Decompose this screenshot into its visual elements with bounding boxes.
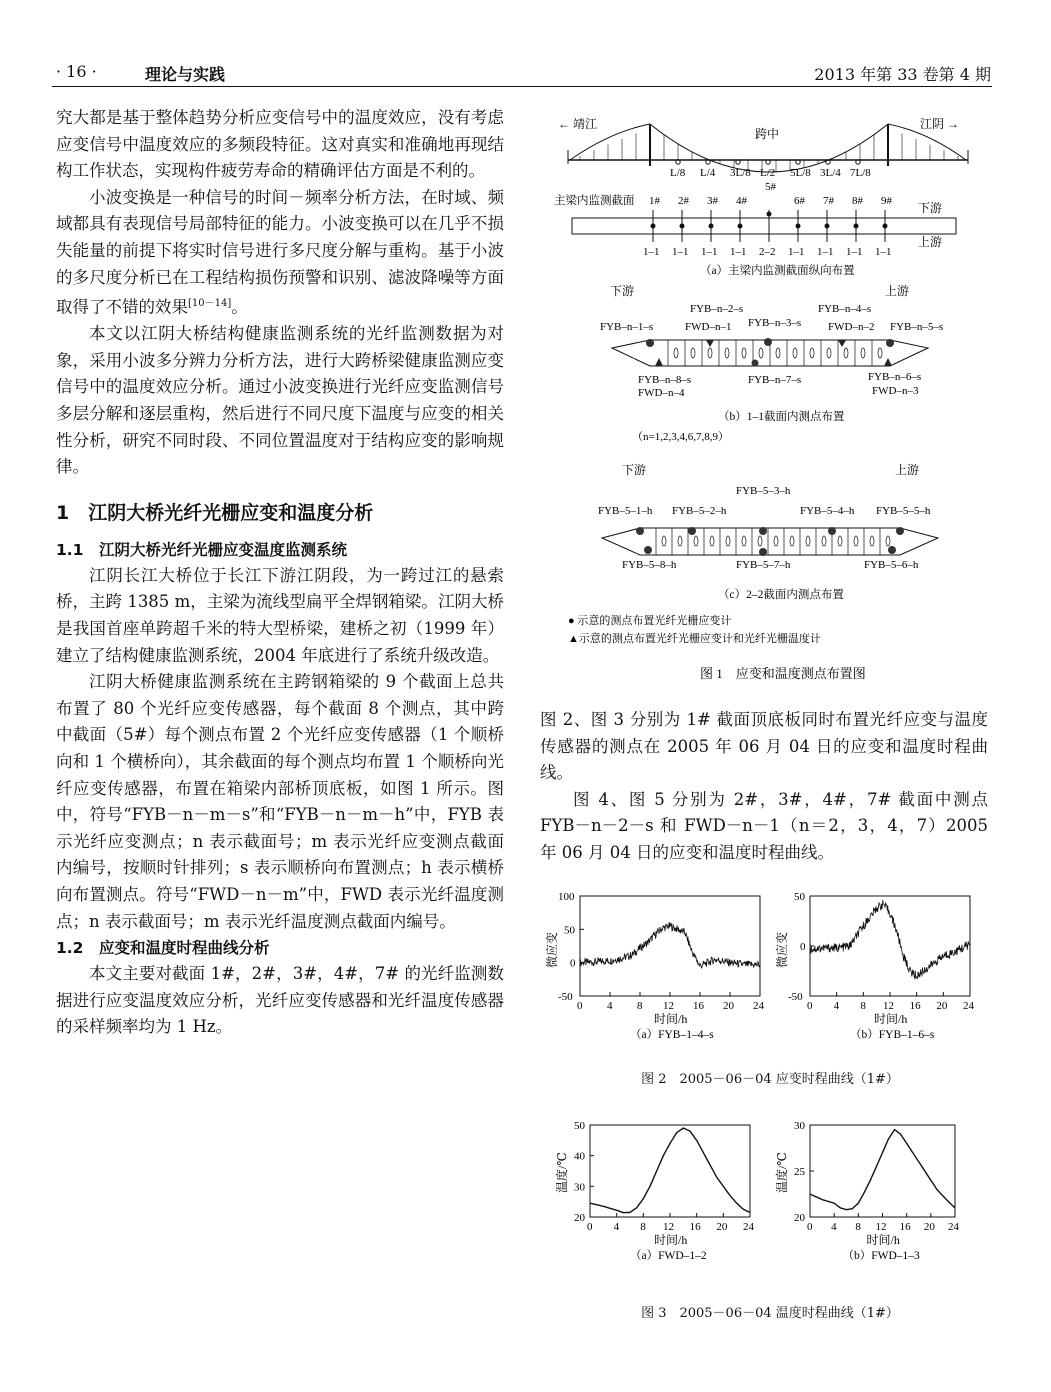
- sensor-label: FYB–5–6–h: [864, 559, 919, 571]
- section-dot: [825, 224, 830, 229]
- data-series-line: [810, 1130, 955, 1210]
- x-tick-label: 20: [936, 1000, 948, 1012]
- y-tick-label: 40: [574, 1150, 585, 1163]
- chart-panel: [774, 891, 975, 1041]
- section-dot: [738, 224, 743, 229]
- section-dot: [796, 224, 801, 229]
- paragraph: 本文主要对截面 1#，2#，3#，4#，7# 的光纤监测数据进行应变温度效应分析，光纤应变传感器和光纤温度传感器的采样频率均为 1 Hz。: [56, 964, 504, 1037]
- subsection-heading: 1.2 应变和温度时程曲线分析: [56, 939, 270, 958]
- x-tick-label: 8: [637, 1000, 643, 1012]
- y-tick-label: 30: [794, 1120, 805, 1132]
- sensor-label: FYB–n–7–s: [748, 374, 802, 386]
- fig2-caption: 图 2 2005－06－04 应变时程曲线（1#）: [641, 1072, 899, 1087]
- sensor-label: FWD–n–4: [638, 387, 685, 399]
- header-rule: [52, 86, 992, 87]
- section-number: 6#: [794, 195, 805, 207]
- paragraph: 江阴大桥健康监测系统在主跨钢箱梁的 9 个截面上总共布置了 80 个光纤应变传感器，每个截面 8 个测点，其中跨中截面（5#）每个测点布置 2 个光纤应变传感器（1 个顺桥向和 1 个横桥向），其余截面的每个测点均布置 1 个顺桥向光纤应变传感器，布置在箱梁内部桥顶底板，如图 1 所示。图中，符号“FYB－n－m－s”和“FYB－n－m－h”中，FYB 表示光纤应变测点；n 表示截面号；m 表示光纤应变测点截面内编号，按顺时针排列；s 表示顺桥向布置测点；h 表示横桥向布置测点。符号“FWD－n－m”中，FWD 表示光纤温度测点；n 表示截面号；m 表示光纤温度测点截面内编号。: [56, 672, 504, 931]
- y-tick-label: 20: [794, 1212, 805, 1224]
- x-tick-label: 20: [716, 1221, 728, 1233]
- sensor-label: FYB–5–7–h: [736, 559, 791, 571]
- fig1-down-label-a: 下游: [918, 201, 943, 215]
- paragraph: 江阴长江大桥位于长江下游江阴段，为一跨过江的悬索桥，主跨 1385 m，主梁为流线型扁平全焊钢箱梁。江阴大桥是我国首座单跨超千米的特大型桥梁，建桥之初（1999 年）建立了结构健康监测系统，2004 年底进行了系统升级改造。: [56, 565, 504, 665]
- fig1-left-end: ← 靖江: [558, 117, 598, 131]
- y-tick-label: 100: [558, 891, 575, 903]
- x-tick-label: 4: [831, 1221, 837, 1233]
- x-tick-label: 24: [948, 1221, 959, 1233]
- sensor-label: FYB–n–8–s: [638, 374, 692, 386]
- section-number: 7#: [823, 195, 834, 207]
- section-number: 5#: [765, 181, 776, 193]
- x-tick-label: 8: [855, 1221, 861, 1233]
- y-axis-label: 微应变: [545, 931, 559, 968]
- cut-label: 1–1: [730, 246, 747, 258]
- sensor-label: FYB–n–3–s: [748, 317, 802, 329]
- sensor-label: FWD–n–3: [872, 385, 919, 397]
- figure-2-3-charts: [545, 880, 995, 1350]
- paragraph: 本文以江阴大桥结构健康监测系统的光纤监测数据为对象，采用小波多分辨力分析方法，进行大跨桥梁健康监测应变信号中的温度效应分析。通过小波变换进行光纤应变监测信号多层分解和逐层重构，然后进行不同尺度下温度与应变的相关性分析，研究不同时段、不同位置温度对于结构应变的影响规律。: [56, 324, 504, 477]
- x-tick-label: 20: [923, 1221, 935, 1233]
- y-tick-label: 25: [794, 1166, 805, 1178]
- x-tick-label: 16: [899, 1221, 911, 1233]
- sensor-label: FYB–5–1–h: [598, 505, 653, 517]
- span-position-label: 3L/8: [730, 167, 751, 179]
- figure-1-diagram: [550, 100, 990, 690]
- legend-strain-temp: ▲示意的测点布置光纤光栅应变计和光纤光栅温度计: [568, 633, 821, 645]
- y-tick-label: 0: [570, 957, 576, 970]
- y-tick-label: 50: [574, 1120, 585, 1132]
- x-tick-label: 20: [723, 1000, 734, 1012]
- x-tick-label: 4: [607, 1000, 613, 1012]
- section-number: 8#: [852, 195, 863, 207]
- section-marks: [643, 181, 893, 258]
- span-position-label: 3L/4: [820, 167, 841, 179]
- caption-b-note: （n=1,2,3,4,6,7,8,9）: [632, 431, 729, 443]
- fig1-down-label-b: 下游: [610, 284, 635, 298]
- section-dot: [854, 224, 859, 229]
- x-tick-label: 0: [577, 1000, 583, 1012]
- fig3-caption: 图 3 2005－06－04 温度时程曲线（1#）: [641, 1306, 899, 1321]
- sensor-label: FYB–n–6–s: [868, 371, 922, 383]
- page-number: · 16 ·: [56, 62, 97, 81]
- x-tick-label: 8: [640, 1221, 646, 1233]
- y-tick-label: 30: [574, 1181, 585, 1194]
- span-positions: [670, 160, 871, 179]
- panel-caption: （a）FYB–1–4–s: [630, 1029, 714, 1041]
- left-column: [56, 105, 504, 1041]
- plot-frame: [580, 896, 760, 996]
- span-position-label: 7L/8: [850, 167, 871, 179]
- x-tick-label: 0: [587, 1221, 593, 1233]
- x-tick-label: 0: [807, 1221, 813, 1233]
- caption-a: （a）主梁内监测截面纵向布置: [700, 265, 855, 277]
- y-tick-label: 0: [800, 941, 806, 953]
- chart-panel: [774, 1120, 960, 1262]
- section-number: 2#: [678, 195, 689, 207]
- section-dot: [680, 224, 685, 229]
- x-tick-label: 4: [613, 1221, 620, 1233]
- sensor-label: FYB–5–4–h: [800, 505, 855, 517]
- sensor-label: FYB–n–1–s: [600, 321, 654, 333]
- fig1-section-label: 主梁内监测截面: [554, 195, 635, 207]
- span-position-label: L/4: [700, 167, 716, 179]
- fig1-mid-label: 跨中: [755, 127, 780, 141]
- issue-info: 2013 年第 33 卷第 4 期: [814, 65, 991, 84]
- cut-label: 1–1: [846, 246, 863, 258]
- box-girder-2-2: [602, 528, 938, 555]
- sensor-label: FYB–5–3–h: [736, 485, 791, 497]
- x-tick-label: 16: [689, 1221, 701, 1233]
- span-position-label: 5L/8: [790, 167, 811, 179]
- x-tick-label: 16: [693, 1000, 704, 1012]
- fig1-up-label-a: 上游: [918, 235, 943, 249]
- caption-c: （c）2–2截面内测点布置: [718, 589, 844, 601]
- fig1-caption: 图 1 应变和温度测点布置图: [700, 666, 866, 681]
- x-tick-label: 4: [833, 1000, 840, 1012]
- x-axis-label: 时间/h: [874, 1012, 908, 1026]
- data-series-line: [810, 900, 970, 979]
- section-dot: [883, 224, 888, 229]
- sensor-label: FYB–n–5–s: [890, 321, 944, 333]
- span-position-label: L/2: [760, 167, 776, 179]
- cut-label: 1–1: [701, 246, 718, 258]
- paragraph: 图 2、图 3 分别为 1# 截面顶底板同时布置光纤应变与温度传感器的测点在 2005 年 06 月 04 日的应变和温度时程曲线。: [540, 710, 988, 783]
- paragraph: 小波变换是一种信号的时间－频率分析方法，在时域、频域都具有表现信号局部特征的能力。小波变换可以在几乎不损失能量的前提下将实时信号进行多尺度分解与重构。基于小波的多尺度分析已在工程结构损伤预警和识别、滤波降噪等方面取得了不错的效果[10－14]。: [56, 187, 504, 317]
- sensor-label: FWD–n–1: [685, 321, 732, 333]
- section-dot: [767, 212, 772, 217]
- legend-strain: ● 示意的测点布置光纤光栅应变计: [568, 615, 732, 627]
- x-axis-label: 时间/h: [866, 1233, 900, 1247]
- y-axis-label: 微应变: [775, 931, 789, 968]
- cut-label: 1–1: [788, 246, 805, 258]
- sensor-label: FWD–n–2: [828, 321, 875, 333]
- x-tick-label: 12: [883, 1000, 894, 1012]
- plot-frame: [590, 1125, 750, 1217]
- sensor-label: FYB–5–2–h: [672, 505, 727, 517]
- y-tick-label: -50: [788, 991, 803, 1003]
- sensor-label: FYB–n–4–s: [818, 303, 872, 315]
- x-tick-label: 12: [663, 1000, 674, 1012]
- x-tick-label: 24: [753, 1000, 764, 1012]
- fig1-up-label-b: 上游: [885, 284, 910, 298]
- subsection-heading: 1.1 江阴大桥光纤光栅应变温度监测系统: [56, 540, 347, 559]
- fig1-down-label-c: 下游: [622, 463, 647, 477]
- y-axis-label: 温度/℃: [555, 1152, 569, 1193]
- y-tick-label: -50: [558, 991, 573, 1003]
- data-series-line: [580, 922, 760, 968]
- sensor-label: FYB–n–2–s: [690, 303, 744, 315]
- data-series-line: [590, 1128, 750, 1213]
- x-tick-label: 0: [807, 1000, 813, 1012]
- section-number: 9#: [881, 195, 892, 207]
- citation: [10－14]: [188, 298, 232, 310]
- journal-section: 理论与实践: [145, 65, 226, 84]
- cut-label: 1–1: [672, 246, 689, 258]
- cut-label: 2–2: [759, 246, 776, 258]
- y-tick-label: 50: [794, 891, 805, 903]
- x-axis-label: 时间/h: [654, 1233, 688, 1247]
- span-position-label: L/8: [670, 167, 686, 179]
- cut-label: 1–1: [643, 246, 660, 258]
- sensor-label: FYB–5–5–h: [876, 505, 931, 517]
- x-tick-label: 24: [963, 1000, 974, 1012]
- x-tick-label: 8: [860, 1000, 866, 1012]
- y-axis-label: 温度/℃: [775, 1152, 789, 1193]
- section-dot: [709, 224, 714, 229]
- caption-b: （b）1–1截面内测点布置: [718, 411, 845, 423]
- girder-plan: [572, 218, 956, 234]
- section-number: 4#: [736, 195, 747, 207]
- panel-caption: （b）FYB–1–6–s: [850, 1029, 935, 1041]
- right-column: [540, 707, 988, 867]
- x-tick-label: 12: [663, 1221, 674, 1233]
- x-axis-label: 时间/h: [654, 1012, 688, 1026]
- x-tick-label: 12: [875, 1221, 887, 1233]
- cut-label: 1–1: [875, 246, 892, 258]
- section-dot: [651, 224, 656, 229]
- panel-caption: （b）FWD–1–3: [842, 1250, 920, 1262]
- sensor-label: FYB–5–8–h: [622, 559, 677, 571]
- y-tick-label: 50: [564, 924, 575, 937]
- fig1-right-end: 江阴 →: [920, 117, 960, 131]
- section-number: 1#: [649, 195, 660, 207]
- paragraph: 图 4、图 5 分别为 2#，3#，4#，7# 截面中测点 FYB－n－2－s 和 FWD－n－1（n＝2，3，4，7）2005 年 06 月 04 日的应变和温度时程曲线。: [540, 789, 988, 862]
- x-tick-label: 24: [743, 1221, 754, 1233]
- panel-caption: （a）FWD–1–2: [630, 1250, 707, 1262]
- section-number: 3#: [707, 195, 718, 207]
- section-heading: 1 江阴大桥光纤光栅应变和温度分析: [56, 501, 374, 524]
- x-tick-label: 16: [909, 1000, 921, 1012]
- chart-panel: [545, 891, 765, 1041]
- chart-panel: [554, 1120, 755, 1262]
- y-tick-label: 20: [574, 1212, 585, 1224]
- paragraph: 究大都是基于整体趋势分析应变信号中的温度效应，没有考虑应变信号中温度效应的多频段特征。这对真实和准确地再现结构工作状态，实现构件疲劳寿命的精确评估方面是不利的。: [56, 108, 504, 181]
- cut-label: 1–1: [817, 246, 834, 258]
- fig1-up-label-c: 上游: [895, 463, 920, 477]
